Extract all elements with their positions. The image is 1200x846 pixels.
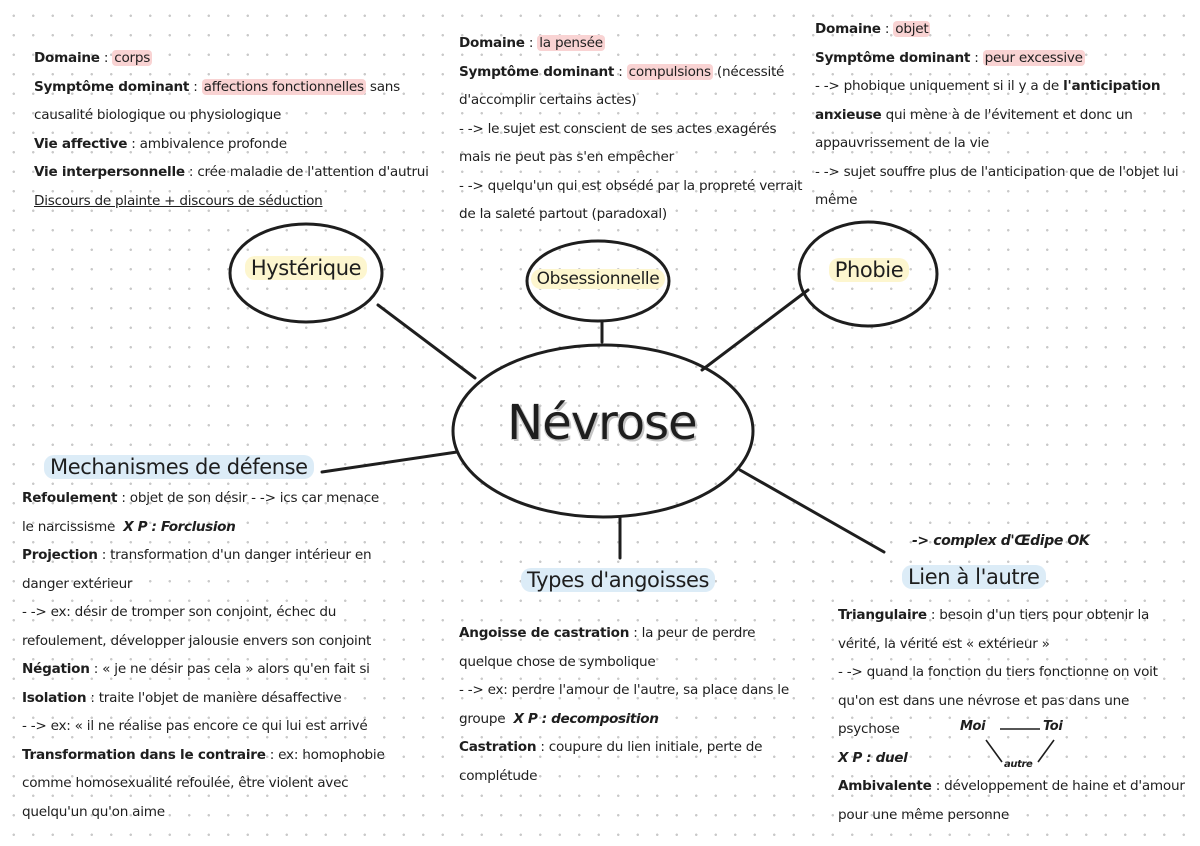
phobie-line7: même bbox=[815, 192, 858, 208]
castration-line3: - -> ex: perdre l'amour de l'autre, sa place dans le bbox=[459, 682, 789, 698]
projection-line2: danger extérieur bbox=[22, 575, 133, 592]
transformation-line2: comme homosexualité refoulée, être violent avec bbox=[22, 775, 349, 791]
hysterique-vie-affective-rest: : ambivalence profonde bbox=[127, 135, 287, 152]
hysterique-symptome-line2: causalité biologique ou physiologique bbox=[34, 107, 282, 123]
phobie-domaine-value: objet bbox=[895, 21, 929, 37]
obsessionnelle-domaine-key: Domaine bbox=[459, 35, 525, 51]
castration2-key: Castration bbox=[459, 739, 537, 755]
node-hysterique bbox=[230, 256, 382, 280]
node-phobie bbox=[800, 258, 938, 282]
hysterique-discours: Discours de plainte + discours de séduction bbox=[34, 192, 323, 209]
phobie-line3-key: l'anticipation bbox=[1063, 78, 1161, 94]
hysterique-vie-inter-key: Vie interpersonnelle bbox=[34, 164, 185, 180]
projection-line4: refoulement, développer jalousie envers son conjoint bbox=[22, 632, 372, 649]
hysterique-notes bbox=[34, 44, 454, 215]
castration-note: X P : decomposition bbox=[513, 710, 659, 727]
lien-note-oedipe: -> complex d'Œdipe OK bbox=[912, 533, 1090, 549]
hysterique-domaine-key: Domaine bbox=[34, 50, 100, 66]
refoulement-note: X P : Forclusion bbox=[123, 518, 236, 535]
sep: : bbox=[524, 35, 538, 51]
isolation-key: Isolation bbox=[22, 689, 87, 706]
castration-line4: groupe bbox=[459, 710, 506, 727]
obsessionnelle-line2: d'accomplir certains actes) bbox=[459, 92, 637, 108]
triangulaire-rest: : besoin d'un tiers pour obtenir la bbox=[926, 607, 1150, 623]
isolation-line2: - -> ex: « il ne réalise pas encore ce qui lui est arrivé bbox=[22, 718, 368, 734]
lien-title-text: Lien à l'autre bbox=[902, 565, 1046, 589]
phobie-line4-rest: qui mène à de l'évitement et donc un bbox=[881, 106, 1133, 123]
triangulaire-line4: qu'on est dans une névrose et pas dans une bbox=[838, 692, 1130, 709]
lien-notes bbox=[838, 601, 1193, 829]
link-hysterique bbox=[378, 305, 475, 378]
negation-rest: : « je ne désir pas cela » alors qu'en fait si bbox=[89, 661, 370, 677]
obsessionnelle-symptome-value: compulsions bbox=[628, 63, 711, 80]
castration2-rest: : coupure du lien initiale, perte de bbox=[536, 739, 763, 755]
phobie-line6: - -> sujet souffre plus de l'anticipation que de l'objet lui bbox=[815, 163, 1179, 180]
transformation-key: Transformation dans le contraire bbox=[22, 746, 266, 763]
refoulement-line2: le narcissisme bbox=[22, 518, 116, 535]
sep: : bbox=[189, 78, 202, 95]
hysterique-domaine-value: corps bbox=[114, 50, 151, 66]
isolation-rest: : traite l'objet de manière désaffective bbox=[86, 689, 342, 706]
transformation-rest: : ex: homophobie bbox=[265, 746, 385, 763]
triangulaire-line2: vérité, la vérité est « extérieur » bbox=[838, 635, 1050, 652]
projection-line3: - -> ex: désir de tromper son conjoint, échec du bbox=[22, 604, 337, 620]
ambivalente-key: Ambivalente bbox=[838, 778, 932, 794]
defense-title bbox=[44, 455, 314, 479]
node-obsessionnelle bbox=[527, 269, 669, 289]
defense-title-text: Mechanismes de défense bbox=[44, 455, 314, 479]
phobie-symptome-key: Symptôme dominant bbox=[815, 49, 971, 66]
obsessionnelle-domaine-value: la pensée bbox=[539, 35, 603, 51]
lien-note-duel: X P : duel bbox=[838, 749, 908, 766]
castration-rest: : la peur de perdre bbox=[629, 625, 756, 641]
angoisses-notes bbox=[459, 619, 804, 790]
link-lien bbox=[740, 470, 884, 552]
obsessionnelle-line6: de la saleté partout (paradoxal) bbox=[459, 206, 667, 222]
refoulement-key: Refoulement bbox=[22, 490, 118, 506]
obsessionnelle-notes bbox=[459, 29, 804, 229]
phobie-line4-key: anxieuse bbox=[815, 106, 882, 123]
diagram-moi: Moi bbox=[960, 719, 986, 734]
phobie-notes bbox=[815, 15, 1185, 215]
diagram-autre: autre bbox=[1004, 759, 1033, 770]
sep: : bbox=[970, 49, 983, 66]
hysterique-symptome-rest: sans bbox=[365, 78, 400, 95]
sep: : bbox=[99, 50, 113, 66]
phobie-domaine-key: Domaine bbox=[815, 21, 881, 37]
hysterique-symptome-value: affections fonctionnelles bbox=[203, 78, 364, 95]
phobie-line5: appauvrissement de la vie bbox=[815, 135, 990, 151]
negation-key: Négation bbox=[22, 661, 90, 677]
castration-line2: quelque chose de symbolique bbox=[459, 653, 656, 670]
hysterique-vie-affective-key: Vie affective bbox=[34, 135, 128, 152]
diagram-toi: Toi bbox=[1043, 719, 1063, 734]
castration-key: Angoisse de castration bbox=[459, 625, 630, 641]
ambivalente-rest: : développement de haine et d'amour bbox=[931, 778, 1185, 794]
projection-rest: : transformation d'un danger intérieur en bbox=[97, 547, 372, 563]
angoisses-title-text: Types d'angoisses bbox=[521, 568, 715, 592]
hysterique-symptome-key: Symptôme dominant bbox=[34, 78, 190, 95]
projection-key: Projection bbox=[22, 547, 98, 563]
triangulaire-line5: psychose bbox=[838, 721, 900, 737]
transformation-line3: quelqu'un qu'on aime bbox=[22, 803, 165, 820]
triangulaire-key: Triangulaire bbox=[838, 607, 927, 623]
obsessionnelle-symptome-rest: (nécessité bbox=[712, 63, 785, 80]
center-node-label: Névrose bbox=[507, 395, 697, 451]
sep: : bbox=[614, 63, 627, 80]
triangulaire-line3: - -> quand la fonction du tiers fonctionne on voit bbox=[838, 664, 1158, 680]
link-defense bbox=[322, 452, 457, 472]
obsessionnelle-line3: - -> le sujet est conscient de ses actes exagérés bbox=[459, 120, 777, 137]
sep: : bbox=[880, 21, 894, 37]
hysterique-vie-inter-rest: : crée maladie de l'attention d'autrui bbox=[184, 164, 429, 180]
phobie-symptome-value: peur excessive bbox=[984, 49, 1083, 66]
defense-notes bbox=[22, 484, 402, 826]
castration2-line2: complétude bbox=[459, 767, 538, 784]
node-obsessionnelle-label: Obsessionnelle bbox=[531, 269, 666, 289]
obsessionnelle-line5: - -> quelqu'un qui est obsédé par la propreté verrait bbox=[459, 177, 803, 194]
lien-title bbox=[902, 565, 1046, 589]
refoulement-rest: : objet de son désir - -> ics car menace bbox=[117, 490, 380, 506]
angoisses-title bbox=[521, 568, 715, 592]
phobie-line3-pre: - -> phobique uniquement si il y a de bbox=[815, 78, 1064, 94]
node-hysterique-label: Hystérique bbox=[245, 256, 367, 280]
ambivalente-line2: pour une même personne bbox=[838, 806, 1009, 823]
obsessionnelle-line4: mais ne peut pas s'en empêcher bbox=[459, 149, 674, 165]
link-phobie bbox=[702, 290, 808, 370]
node-phobie-label: Phobie bbox=[829, 258, 910, 282]
obsessionnelle-symptome-key: Symptôme dominant bbox=[459, 63, 615, 80]
